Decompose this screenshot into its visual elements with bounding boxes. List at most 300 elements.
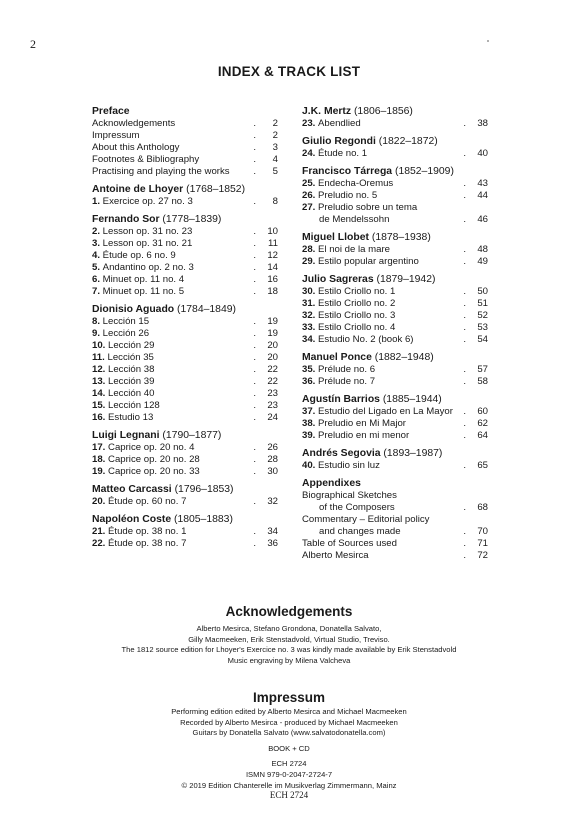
- leader-dots: .: [463, 118, 466, 129]
- page-ref: 53: [477, 322, 488, 333]
- track-number: 24.: [302, 148, 319, 159]
- leader-dots: .: [253, 130, 256, 141]
- page-ref: 10: [267, 226, 278, 237]
- index-right-column: [302, 105, 488, 567]
- composer-years: (1790–1877): [159, 430, 222, 441]
- track-entry: [92, 250, 278, 262]
- leader-dots: .: [463, 298, 466, 309]
- page-ref: 3: [272, 142, 278, 153]
- track-number: 7.: [92, 286, 103, 297]
- track-number: 36.: [302, 376, 319, 387]
- track-entry: [302, 256, 488, 268]
- page-ref: 8: [272, 196, 278, 207]
- composer-name: Manuel Ponce: [302, 352, 372, 363]
- track-title: Étude op. 6 no. 9: [102, 250, 176, 261]
- impressum-line: © 2019 Edition Chanterelle im Musikverlag Zimmermann, Mainz: [181, 780, 397, 790]
- index-section: [302, 273, 488, 346]
- composer-heading: [92, 105, 278, 118]
- leader-dots: .: [463, 418, 466, 429]
- track-entry: [92, 196, 278, 208]
- track-entry: [92, 226, 278, 238]
- track-title: Prélude no. 7: [318, 376, 376, 387]
- acknowledgements-title: Acknowledgements: [225, 604, 353, 619]
- track-title: Lección 128: [108, 400, 160, 411]
- index-section: [92, 513, 278, 550]
- composer-heading: [302, 351, 488, 364]
- composer-name: Miguel Llobet: [302, 232, 369, 243]
- leader-dots: .: [463, 502, 466, 513]
- track-entry: [302, 310, 488, 322]
- track-title: Minuet op. 11 no. 4: [102, 274, 185, 285]
- composer-name: Andrés Segovia: [302, 448, 381, 459]
- track-entry: [302, 526, 488, 538]
- track-number: 37.: [302, 406, 319, 417]
- track-title: Estudio 13: [108, 412, 154, 423]
- composer-name: Julio Sagreras: [302, 274, 374, 285]
- leader-dots: .: [463, 244, 466, 255]
- track-number: 5.: [92, 262, 103, 273]
- track-number: 14.: [92, 388, 109, 399]
- page-ref: 23: [267, 388, 278, 399]
- impressum-line: Performing edition edited by Alberto Mesirca and Michael Macmeeken: [171, 707, 407, 716]
- track-title: Caprice op. 20 no. 4: [108, 442, 195, 453]
- leader-dots: .: [463, 148, 466, 159]
- index-section: [302, 165, 488, 226]
- track-entry: [302, 118, 488, 130]
- leader-dots: .: [253, 286, 256, 297]
- track-entry: [92, 400, 278, 412]
- track-title: Estilo Criollo no. 4: [318, 322, 396, 333]
- index-section: [302, 105, 488, 130]
- composer-name: Napoléon Coste: [92, 514, 172, 525]
- track-title: Exercice op. 27 no. 3: [102, 196, 193, 207]
- impressum-line: Recorded by Alberto Mesirca - produced by Michael Macmeeken: [180, 717, 398, 727]
- track-number: 39.: [302, 430, 319, 441]
- impressum-line: Guitars by Donatella Salvato (www.salvatodonatella.com): [192, 728, 386, 738]
- acknowledgements-line: Music engraving by Milena Valcheva: [227, 655, 351, 665]
- track-number: 2.: [92, 226, 103, 237]
- track-number: 33.: [302, 322, 319, 333]
- track-number: 13.: [92, 376, 109, 387]
- composer-heading: [92, 183, 278, 196]
- index-section: [302, 447, 488, 472]
- page-ref: 4: [272, 154, 278, 165]
- track-entry: [92, 376, 278, 388]
- composer-name: Preface: [92, 106, 130, 117]
- leader-dots: .: [463, 364, 466, 375]
- track-number: 10.: [92, 340, 109, 351]
- track-title: Estilo Criollo no. 3: [318, 310, 396, 321]
- page-ref: 5: [272, 166, 278, 177]
- track-number: 30.: [302, 286, 319, 297]
- leader-dots: .: [463, 550, 466, 561]
- composer-heading: [302, 273, 488, 286]
- track-title: Preludio en mi menor: [318, 430, 410, 441]
- composer-years: (1806–1856): [351, 106, 413, 117]
- track-entry: [302, 406, 488, 418]
- page-ref: 12: [267, 250, 278, 261]
- track-number: 18.: [92, 454, 109, 465]
- track-entry: [92, 166, 278, 178]
- page-ref: 19: [267, 328, 278, 339]
- page-ref: 71: [477, 538, 488, 549]
- track-title: Biographical Sketches: [302, 490, 397, 501]
- leader-dots: .: [253, 166, 256, 177]
- composer-years: (1768–1852): [183, 184, 246, 195]
- leader-dots: .: [253, 142, 256, 153]
- track-entry: [92, 142, 278, 154]
- page-ref: 36: [267, 538, 278, 549]
- composer-years: (1778–1839): [159, 214, 222, 225]
- track-number: 32.: [302, 310, 319, 321]
- composer-name: Fernando Sor: [92, 214, 160, 225]
- composer-years: (1805–1883): [171, 514, 233, 525]
- track-number: 29.: [302, 256, 319, 267]
- index-section: [302, 135, 488, 160]
- index-section: [302, 477, 488, 562]
- track-title: El noi de la mare: [318, 244, 391, 255]
- leader-dots: .: [253, 340, 256, 351]
- page-ref: 20: [267, 352, 278, 363]
- track-number: 23.: [302, 118, 319, 129]
- track-number: 16.: [92, 412, 109, 423]
- track-number: 11.: [92, 352, 108, 363]
- page-ref: 58: [477, 376, 488, 387]
- page-ref: 46: [477, 214, 488, 225]
- track-title: About this Anthology: [92, 142, 180, 153]
- track-number: 31.: [302, 298, 319, 309]
- track-title: Estudio sin luz: [318, 460, 380, 471]
- track-number: 25.: [302, 178, 319, 189]
- track-entry: [92, 352, 278, 364]
- page-number: 2: [30, 37, 36, 51]
- track-title: Minuet op. 11 no. 5: [102, 286, 185, 297]
- track-number: 17.: [92, 442, 109, 453]
- page-ref: 72: [477, 550, 488, 561]
- composer-heading: [302, 393, 488, 406]
- leader-dots: .: [463, 310, 466, 321]
- composer-heading: [92, 213, 278, 226]
- composer-name: Francisco Tárrega: [302, 166, 393, 177]
- track-entry: [92, 496, 278, 508]
- track-number: 9.: [92, 328, 103, 339]
- leader-dots: .: [463, 190, 466, 201]
- leader-dots: .: [463, 256, 466, 267]
- leader-dots: .: [253, 364, 256, 375]
- composer-years: (1879–1942): [373, 274, 436, 285]
- track-title: Estudio No. 2 (book 6): [318, 334, 414, 345]
- impressum-body: [0, 707, 578, 791]
- page-ref: 22: [267, 364, 278, 375]
- composer-years: (1822–1872): [375, 136, 438, 147]
- page-ref: 60: [477, 406, 488, 417]
- track-number: 28.: [302, 244, 319, 255]
- track-number: 20.: [92, 496, 109, 507]
- composer-years: (1852–1909): [392, 166, 454, 177]
- track-title: Preludio sobre un tema: [318, 202, 418, 213]
- composer-heading: [92, 513, 278, 526]
- leader-dots: .: [253, 412, 256, 423]
- track-entry: [302, 418, 488, 430]
- index-section: [302, 351, 488, 388]
- composer-heading: [302, 447, 488, 460]
- page-ref: 32: [267, 496, 278, 507]
- track-title: Estilo popular argentino: [318, 256, 419, 267]
- composer-name: Matteo Carcassi: [92, 484, 172, 495]
- footer-catalog-number: ECH 2724: [269, 790, 309, 800]
- track-number: 38.: [302, 418, 319, 429]
- page-ref: 23: [267, 400, 278, 411]
- page-ref: 24: [267, 412, 278, 423]
- page-ref: 57: [477, 364, 488, 375]
- track-entry: [302, 334, 488, 346]
- leader-dots: .: [253, 352, 256, 363]
- track-entry: [92, 412, 278, 424]
- leader-dots: .: [253, 538, 256, 549]
- track-title: Étude no. 1: [318, 148, 368, 159]
- page-ref: 65: [477, 460, 488, 471]
- page-ref: 54: [477, 334, 488, 345]
- track-title: Lección 29: [108, 340, 155, 351]
- track-title: Lección 40: [108, 388, 155, 399]
- leader-dots: .: [463, 538, 466, 549]
- leader-dots: .: [253, 526, 256, 537]
- page-ref: 62: [477, 418, 488, 429]
- track-number: 12.: [92, 364, 109, 375]
- composer-years: (1882–1948): [371, 352, 434, 363]
- track-title: Lección 26: [102, 328, 150, 339]
- leader-dots: .: [253, 466, 256, 477]
- index-section: [92, 105, 278, 178]
- composer-heading: [302, 165, 488, 178]
- impressum-line: ISMN 979-0-2047-2724-7: [245, 769, 333, 779]
- leader-dots: .: [463, 430, 466, 441]
- track-number: 21.: [92, 526, 109, 537]
- track-title: Acknowledgements: [92, 118, 176, 129]
- track-title: Caprice op. 20 no. 33: [108, 466, 200, 477]
- track-title: Alberto Mesirca: [302, 550, 369, 561]
- track-entry: [302, 214, 488, 226]
- track-title: Estilo Criollo no. 1: [318, 286, 396, 297]
- track-entry: [302, 460, 488, 472]
- leader-dots: .: [253, 238, 256, 249]
- index-left-column: [92, 105, 278, 555]
- composer-heading: [302, 135, 488, 148]
- leader-dots: .: [253, 454, 256, 465]
- track-number: 27.: [302, 202, 319, 213]
- index-section: [92, 483, 278, 508]
- track-entry: [302, 538, 488, 550]
- track-entry: [92, 118, 278, 130]
- track-entry: [92, 466, 278, 478]
- leader-dots: .: [463, 286, 466, 297]
- page-ref: 70: [477, 526, 488, 537]
- composer-years: (1893–1987): [380, 448, 443, 459]
- leader-dots: .: [253, 376, 256, 387]
- track-number: 3.: [92, 238, 103, 249]
- track-title: Impressum: [92, 130, 140, 141]
- track-entry: [92, 316, 278, 328]
- page-ref: 20: [267, 340, 278, 351]
- acknowledgements-line: Gilly Macmeeken, Erik Stenstadvold, Virtual Studio, Treviso.: [188, 634, 390, 644]
- composer-heading: [92, 483, 278, 496]
- track-entry: [302, 514, 488, 526]
- track-entry: [302, 286, 488, 298]
- composer-heading: [302, 477, 488, 490]
- composer-heading: [302, 105, 488, 118]
- track-title: Estilo Criollo no. 2: [318, 298, 396, 309]
- track-entry: [92, 526, 278, 538]
- track-entry: [92, 538, 278, 550]
- track-title: Lección 35: [107, 352, 154, 363]
- leader-dots: .: [463, 322, 466, 333]
- track-entry: [92, 262, 278, 274]
- track-entry: [92, 442, 278, 454]
- leader-dots: .: [253, 400, 256, 411]
- leader-dots: .: [253, 196, 256, 207]
- leader-dots: .: [253, 328, 256, 339]
- index-section: [92, 183, 278, 208]
- page-ref: 48: [477, 244, 488, 255]
- leader-dots: .: [253, 262, 256, 273]
- track-title: Preludio no. 5: [318, 190, 378, 201]
- composer-name: Luigi Legnani: [92, 430, 160, 441]
- track-entry: [92, 154, 278, 166]
- composer-name: Appendixes: [302, 478, 361, 489]
- track-entry: [92, 274, 278, 286]
- track-entry: [92, 340, 278, 352]
- track-entry: [302, 430, 488, 442]
- leader-dots: .: [253, 154, 256, 165]
- track-entry: [302, 202, 488, 214]
- track-number: 19.: [92, 466, 109, 477]
- track-entry: [92, 130, 278, 142]
- track-entry: [92, 328, 278, 340]
- acknowledgements-line: The 1812 source edition for Lhoyer's Exercice no. 3 was kindly made available by Erik Stenstadvold: [121, 645, 457, 655]
- page-ref: 52: [477, 310, 488, 321]
- leader-dots: .: [253, 250, 256, 261]
- acknowledgements-line: Alberto Mesirca, Stefano Grondona, Donatella Salvato,: [196, 624, 382, 633]
- track-entry: [302, 298, 488, 310]
- leader-dots: .: [463, 334, 466, 345]
- composer-name: Antoine de Lhoyer: [92, 184, 184, 195]
- composer-years: (1878–1938): [368, 232, 431, 243]
- track-title: Étude op. 60 no. 7: [108, 496, 187, 507]
- track-entry: [92, 286, 278, 298]
- page-ref: 11: [268, 238, 278, 249]
- page-ref: 16: [267, 274, 278, 285]
- track-entry: [302, 490, 488, 502]
- track-number: 34.: [302, 334, 319, 345]
- page-ref: 14: [267, 262, 278, 273]
- page-ref: 28: [267, 454, 278, 465]
- page-ref: 44: [477, 190, 488, 201]
- page-ref: 68: [477, 502, 488, 513]
- acknowledgements-body: [0, 624, 578, 666]
- composer-name: J.K. Mertz: [302, 106, 352, 117]
- page-ref: 30: [267, 466, 278, 477]
- index-section: [302, 231, 488, 268]
- page-ref: 43: [477, 178, 488, 189]
- index-section: [92, 213, 278, 298]
- track-title: Endecha-Oremus: [318, 178, 394, 189]
- track-title: of the Composers: [319, 502, 395, 513]
- track-number: 40.: [302, 460, 319, 471]
- track-number: 35.: [302, 364, 319, 375]
- track-entry: [302, 376, 488, 388]
- composer-years: (1885–1944): [379, 394, 442, 405]
- page-ref: 49: [477, 256, 488, 267]
- track-title: Preludio en Mi Major: [318, 418, 406, 429]
- leader-dots: .: [253, 118, 256, 129]
- track-title: Lesson op. 31 no. 23: [102, 226, 193, 237]
- track-title: de Mendelssohn: [319, 214, 390, 225]
- track-title: Caprice op. 20 no. 28: [108, 454, 200, 465]
- track-title: Prélude no. 6: [318, 364, 376, 375]
- impressum-line: ECH 2724: [271, 759, 307, 769]
- page-ref: 64: [477, 430, 488, 441]
- track-entry: [92, 454, 278, 466]
- index-section: [92, 429, 278, 478]
- track-number: 4.: [92, 250, 103, 261]
- track-number: 26.: [302, 190, 319, 201]
- track-entry: [302, 502, 488, 514]
- page-ref: 19: [267, 316, 278, 327]
- index-section: [92, 303, 278, 424]
- track-entry: [302, 364, 488, 376]
- track-title: and changes made: [319, 526, 401, 537]
- leader-dots: .: [253, 316, 256, 327]
- page-ref: 2: [272, 118, 278, 129]
- track-entry: [302, 550, 488, 562]
- track-number: 15.: [92, 400, 109, 411]
- composer-heading: [302, 231, 488, 244]
- leader-dots: .: [463, 406, 466, 417]
- composer-years: (1784–1849): [174, 304, 236, 315]
- track-number: 22.: [92, 538, 109, 549]
- leader-dots: .: [463, 178, 466, 189]
- track-title: Lección 15: [102, 316, 150, 327]
- impressum-line: BOOK + CD: [268, 743, 310, 753]
- track-title: Table of Sources used: [302, 538, 397, 549]
- leader-dots: .: [463, 460, 466, 471]
- track-title: Footnotes & Bibliography: [92, 154, 200, 165]
- leader-dots: .: [253, 442, 256, 453]
- track-title: Practising and playing the works: [92, 166, 230, 177]
- page-ref: 50: [477, 286, 488, 297]
- track-entry: [302, 190, 488, 202]
- page-title: INDEX & TRACK LIST: [217, 64, 361, 79]
- track-title: Andantino op. 2 no. 3: [102, 262, 194, 273]
- track-title: Abendlied: [318, 118, 361, 129]
- page-ref: 2: [272, 130, 278, 141]
- page-ref: 38: [477, 118, 488, 129]
- track-title: Lesson op. 31 no. 21: [102, 238, 193, 249]
- page-ref: 51: [477, 298, 488, 309]
- track-title: Lección 39: [108, 376, 155, 387]
- track-entry: [92, 238, 278, 250]
- track-entry: [92, 388, 278, 400]
- leader-dots: .: [253, 274, 256, 285]
- track-title: Commentary – Editorial policy: [302, 514, 430, 525]
- composer-name: Dionisio Aguado: [92, 304, 175, 315]
- composer-name: Giulio Regondi: [302, 136, 376, 147]
- track-title: Estudio del Ligado en La Mayor: [318, 406, 453, 417]
- leader-dots: .: [463, 214, 466, 225]
- impressum-title: Impressum: [252, 690, 326, 705]
- track-entry: [302, 244, 488, 256]
- track-entry: [92, 364, 278, 376]
